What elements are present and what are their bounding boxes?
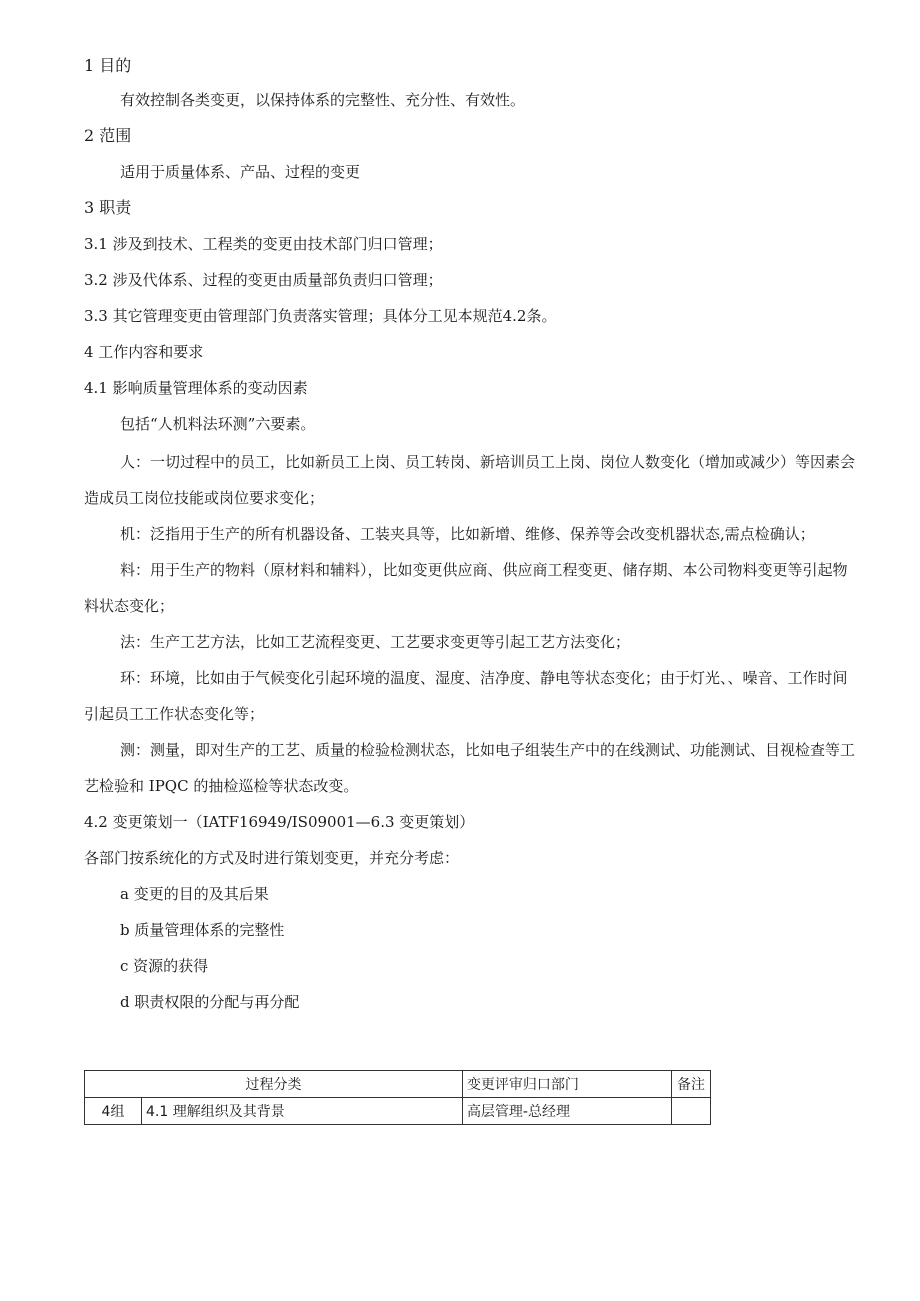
responsibility-item: 3.2 涉及代体系、过程的变更由质量部负责归口管理；: [84, 271, 443, 289]
section-2-body: 适用于质量体系、产品、过程的变更: [120, 163, 361, 181]
section-4-1-heading: 4.1 影响质量管理体系的变动因素: [84, 379, 308, 397]
section-4-2-intro: 各部门按系统化的方式及时进行策划变更，并充分考虑：: [84, 849, 460, 867]
section-1-body: 有效控制各类变更，以保持体系的完整性、充分性、有效性。: [120, 91, 526, 109]
cell-group: 4组: [85, 1098, 142, 1125]
responsibility-item: 3.3 其它管理变更由管理部门负责落实管理；具体分工见本规范4.2条。: [84, 307, 557, 325]
cell-department: 高层管理-总经理: [462, 1098, 671, 1125]
factor-machine: 机：泛指用于生产的所有机器设备、工装夹具等，比如新增、维修、保养等会改变机器状态,需点检确认；: [120, 525, 815, 543]
section-2-heading: 2 范围: [84, 126, 132, 145]
factor-environment: 环：环境，比如由于气候变化引起环境的温度、湿度、洁净度、静电等状态变化；由于灯光、、噪音、工作时间: [120, 669, 848, 687]
factor-material: 料：用于生产的物料（原材料和辅料），比如变更供应商、供应商工程变更、储存期、本公司物料变更等引起物: [120, 561, 848, 579]
section-3-heading: 3 职责: [84, 198, 132, 217]
section-4-1-intro: 包括“人机料法环测”六要素。: [120, 415, 316, 433]
header-process-category: 过程分类: [85, 1071, 463, 1098]
table-row: [85, 1098, 711, 1125]
change-review-table: [84, 1070, 711, 1125]
section-1-heading: 1 目的: [84, 56, 132, 75]
consideration-item: c 资源的获得: [120, 957, 209, 975]
factor-person: 人：一切过程中的员工，比如新员工上岗、员工转岗、新培训员工上岗、岗位人数变化（增加或减少）等因素会: [120, 453, 856, 471]
section-4-2-heading: 4.2 变更策划一（IATF16949/IS09001—6.3 变更策划）: [84, 813, 475, 831]
section-4-heading: 4 工作内容和要求: [84, 343, 204, 361]
factor-environment-cont: 引起员工工作状态变化等；: [84, 705, 265, 723]
factor-material-cont: 料状态变化；: [84, 597, 175, 615]
factor-measurement: 测：测量，即对生产的工艺、质量的检验检测状态，比如电子组装生产中的在线测试、功能测试、目视检查等工: [120, 741, 856, 759]
table-header-row: [85, 1071, 711, 1098]
factor-person-cont: 造成员工岗位技能或岗位要求变化；: [84, 489, 325, 507]
cell-note: [671, 1098, 710, 1125]
consideration-item: d 职责权限的分配与再分配: [120, 993, 300, 1011]
responsibility-item: 3.1 涉及到技术、工程类的变更由技术部门归口管理；: [84, 235, 443, 253]
consideration-item: a 变更的目的及其后果: [120, 885, 269, 903]
cell-clause: 4.1 理解组织及其背景: [142, 1098, 463, 1125]
factor-measurement-cont: 艺检验和 IPQC 的抽检巡检等状态改变。: [84, 777, 359, 795]
factor-method: 法：生产工艺方法，比如工艺流程变更、工艺要求变更等引起工艺方法变化；: [120, 633, 631, 651]
header-review-department: 变更评审归口部门: [462, 1071, 671, 1098]
header-remarks: 备注: [671, 1071, 710, 1098]
consideration-item: b 质量管理体系的完整性: [120, 921, 285, 939]
